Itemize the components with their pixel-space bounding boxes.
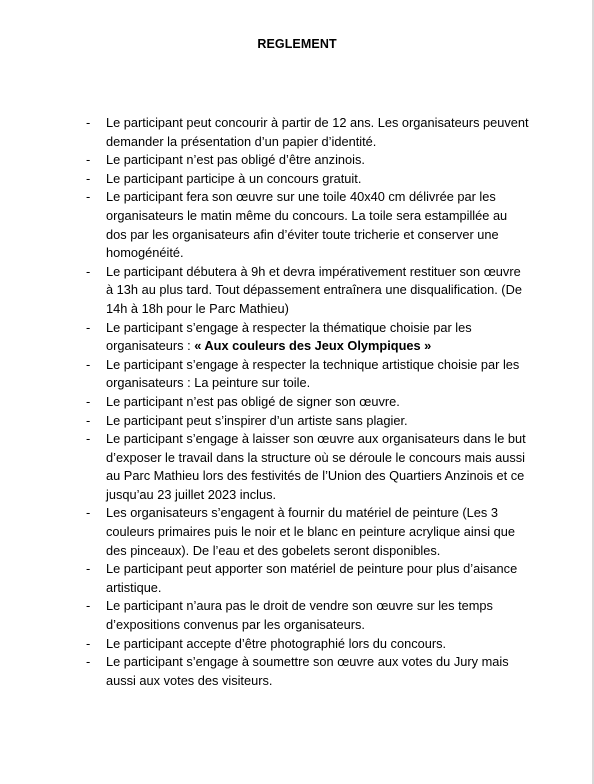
rule-text: Les organisateurs s’engagent à fournir du matériel de peinture (Les 3 couleurs primaires puis le noir et le blanc en peinture acrylique ainsi que des pinceaux). De l’eau et des gobelets seront disponibles.	[106, 505, 516, 558]
bullet-dash: -	[86, 152, 91, 168]
bullet-dash: -	[86, 319, 91, 335]
bullet-dash: -	[86, 598, 91, 614]
rule-item	[86, 393, 530, 412]
rule-text: Le participant peut s’inspirer d’un artiste sans plagier.	[106, 412, 408, 428]
rule-text: Le participant s’engage à laisser son œuvre aux organisateurs dans le but d’exposer le travail dans la structure où se déroule le concours mais aussi au Parc Mathieu lors des festivités de l’Union des Quartiers Anzinois et ce jusqu’au 23 juillet 2023 inclus.	[106, 431, 526, 502]
theme-title: « Aux couleurs des Jeux Olympiques »	[194, 338, 432, 354]
bullet-dash: -	[86, 356, 91, 372]
rule-item	[86, 263, 530, 319]
rule-text: Le participant participe à un concours gratuit.	[106, 170, 362, 186]
bullet-dash: -	[86, 115, 91, 130]
rule-item	[86, 597, 530, 634]
rule-item	[86, 188, 530, 262]
rule-item	[86, 504, 530, 560]
bullet-dash: -	[86, 189, 91, 205]
rule-text: Le participant peut apporter son matériel de peinture pour plus d’aisance artistique.	[106, 561, 518, 595]
bullet-dash: -	[86, 170, 91, 186]
rule-item	[86, 653, 530, 690]
rule-text: Le participant n’aura pas le droit de vendre son œuvre sur les temps d’expositions convenus par les organisateurs.	[106, 598, 493, 633]
bullet-dash: -	[86, 505, 91, 521]
bullet-dash: -	[86, 561, 91, 577]
rule-item	[86, 114, 530, 151]
bullet-dash: -	[86, 263, 91, 279]
rules-list	[86, 114, 530, 690]
rule-item	[86, 560, 530, 597]
rule-text: Le participant n’est pas obligé d’être anzinois.	[106, 152, 365, 168]
rule-item	[86, 319, 530, 356]
rule-item	[86, 635, 530, 654]
rule-text: Le participant débutera à 9h et devra impérativement restituer son œuvre à 13h au plus tard. Tout dépassement entraînera une disqualification. (De 14h à 18h pour le Parc Mathieu)	[106, 263, 522, 316]
rule-text: Le participant n’est pas obligé de signer son œuvre.	[106, 393, 400, 409]
rule-text: Le participant s’engage à respecter la technique artistique choisie par les organisateurs : La peinture sur toile.	[106, 356, 520, 391]
rule-text: Le participant fera son œuvre sur une toile 40x40 cm délivrée par les organisateurs le matin même du concours. La toile sera estampillée au dos par les organisateurs afin d’éviter toute tricherie et conserver une homogénéité.	[106, 189, 508, 261]
rule-item	[86, 151, 530, 170]
bullet-dash: -	[86, 654, 91, 670]
bullet-dash: -	[86, 431, 91, 447]
bullet-dash: -	[86, 635, 91, 651]
rule-item	[86, 356, 530, 393]
rule-text: Le participant s’engage à soumettre son œuvre aux votes du Jury mais aussi aux votes des visiteurs.	[106, 654, 509, 688]
bullet-dash: -	[86, 412, 91, 428]
rule-item	[86, 170, 530, 189]
rule-text: Le participant accepte d’être photographié lors du concours.	[106, 635, 447, 651]
bullet-dash: -	[86, 393, 91, 409]
rule-text: Le participant peut concourir à partir de 12 ans. Les organisateurs peuvent demander la présentation d’un papier d’identité.	[106, 115, 529, 149]
rule-item	[86, 430, 530, 504]
rule-text: Le participant s’engage à respecter la thématique choisie par les organisateurs :	[106, 319, 472, 354]
rule-item	[86, 412, 530, 431]
document-title: REGLEMENT	[257, 37, 337, 51]
